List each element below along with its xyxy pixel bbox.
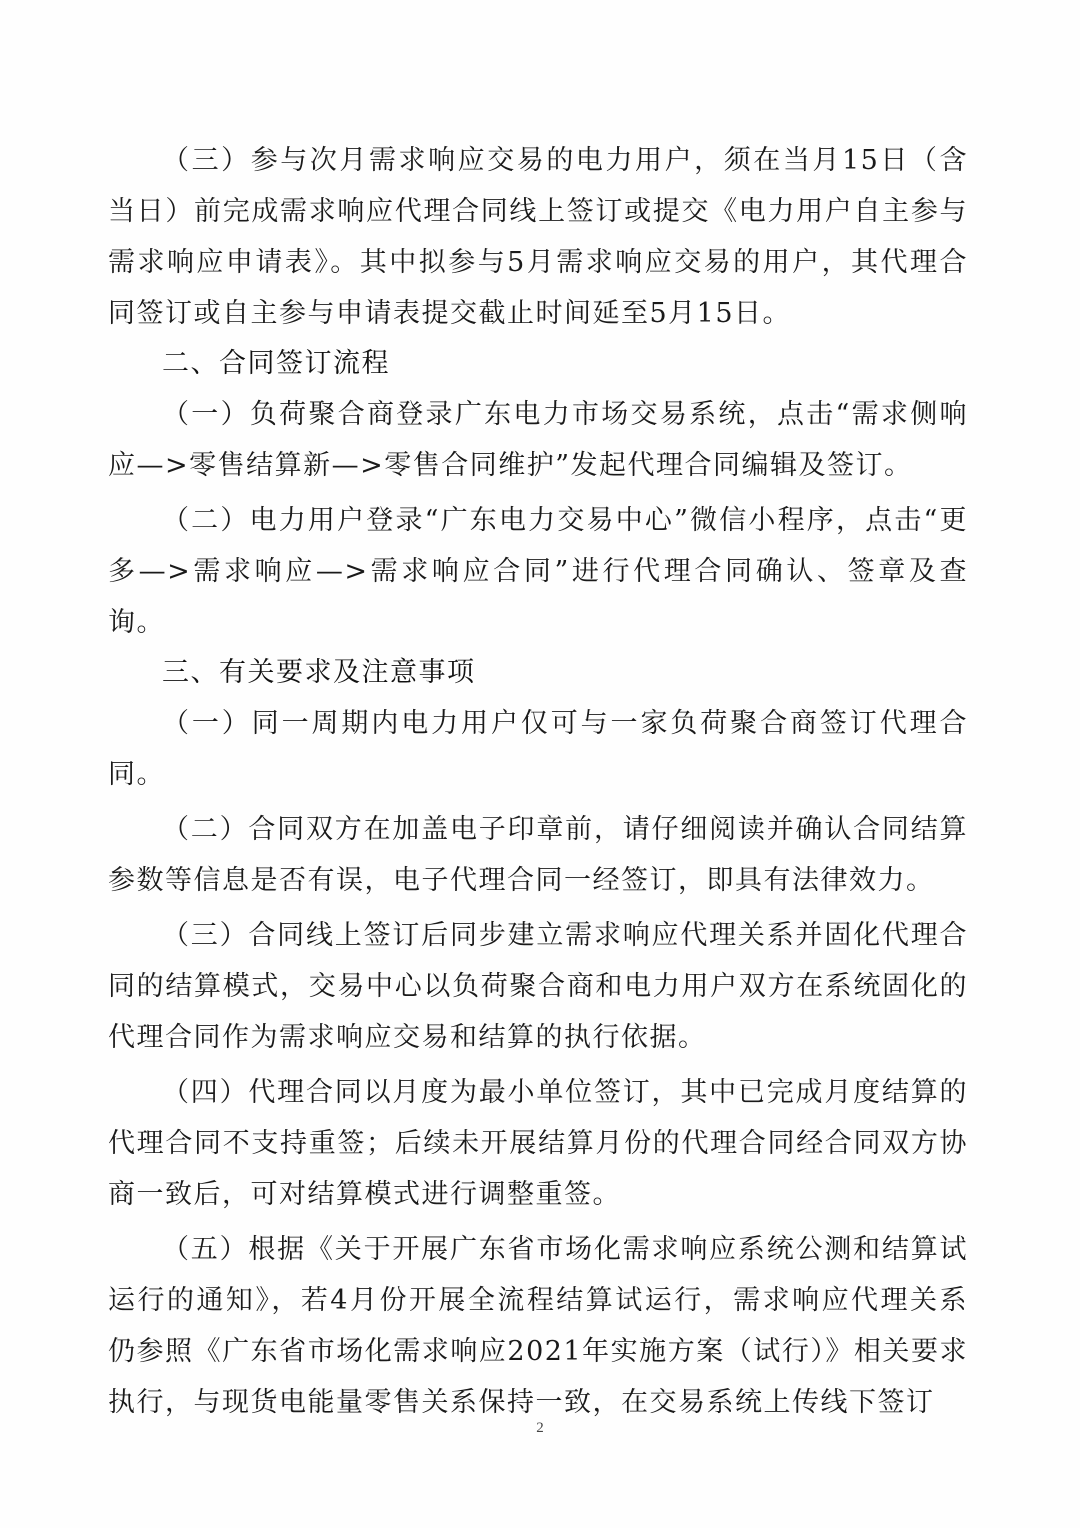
paragraph-monthly-signing: （四）代理合同以月度为最小单位签订，其中已完成月度结算的代理合同不支持重签；后续未开展结算月份的代理合同经合同双方协商一致后，可对结算模式进行调整重签。 xyxy=(108,1077,968,1210)
paragraph-aggregator-login: （一）负荷聚合商登录广东电力市场交易系统，点击“需求侧响应—>零售结算新—>零售合同维护”发起代理合同编辑及签订。 xyxy=(108,399,968,481)
document-body xyxy=(108,135,968,1428)
section-heading-contract-process: 二、合同签订流程 xyxy=(162,348,390,379)
paragraph-deadline: （三）参与次月需求响应交易的电力用户，须在当月15日（含当日）前完成需求响应代理合同线上签订或提交《电力用户自主参与需求响应申请表》。其中拟参与5月需求响应交易的用户，其代理合同签订或自主参与申请表提交截止时间延至5月15日。 xyxy=(108,145,968,329)
paragraph-settlement-basis: （三）合同线上签订后同步建立需求响应代理关系并固化代理合同的结算模式，交易中心以负荷聚合商和电力用户双方在系统固化的代理合同作为需求响应交易和结算的执行依据。 xyxy=(108,920,968,1053)
paragraph-seal-review: （二）合同双方在加盖电子印章前，请仔细阅读并确认合同结算参数等信息是否有误，电子代理合同一经签订，即具有法律效力。 xyxy=(108,814,968,896)
paragraph-trial-run: （五）根据《关于开展广东省市场化需求响应系统公测和结算试运行的通知》，若4月份开展全流程结算试运行，需求响应代理关系仍参照《广东省市场化需求响应2021年实施方案（试行）》相关要求执行，与现货电能量零售关系保持一致，在交易系统上传线下签订 xyxy=(108,1234,968,1418)
page-number: 2 xyxy=(536,1420,544,1436)
section-heading-requirements: 三、有关要求及注意事项 xyxy=(162,657,476,688)
paragraph-single-aggregator: （一）同一周期内电力用户仅可与一家负荷聚合商签订代理合同。 xyxy=(108,708,968,790)
paragraph-user-login: （二）电力用户登录“广东电力交易中心”微信小程序，点击“更多—>需求响应—>需求响应合同”进行代理合同确认、签章及查询。 xyxy=(108,505,968,638)
